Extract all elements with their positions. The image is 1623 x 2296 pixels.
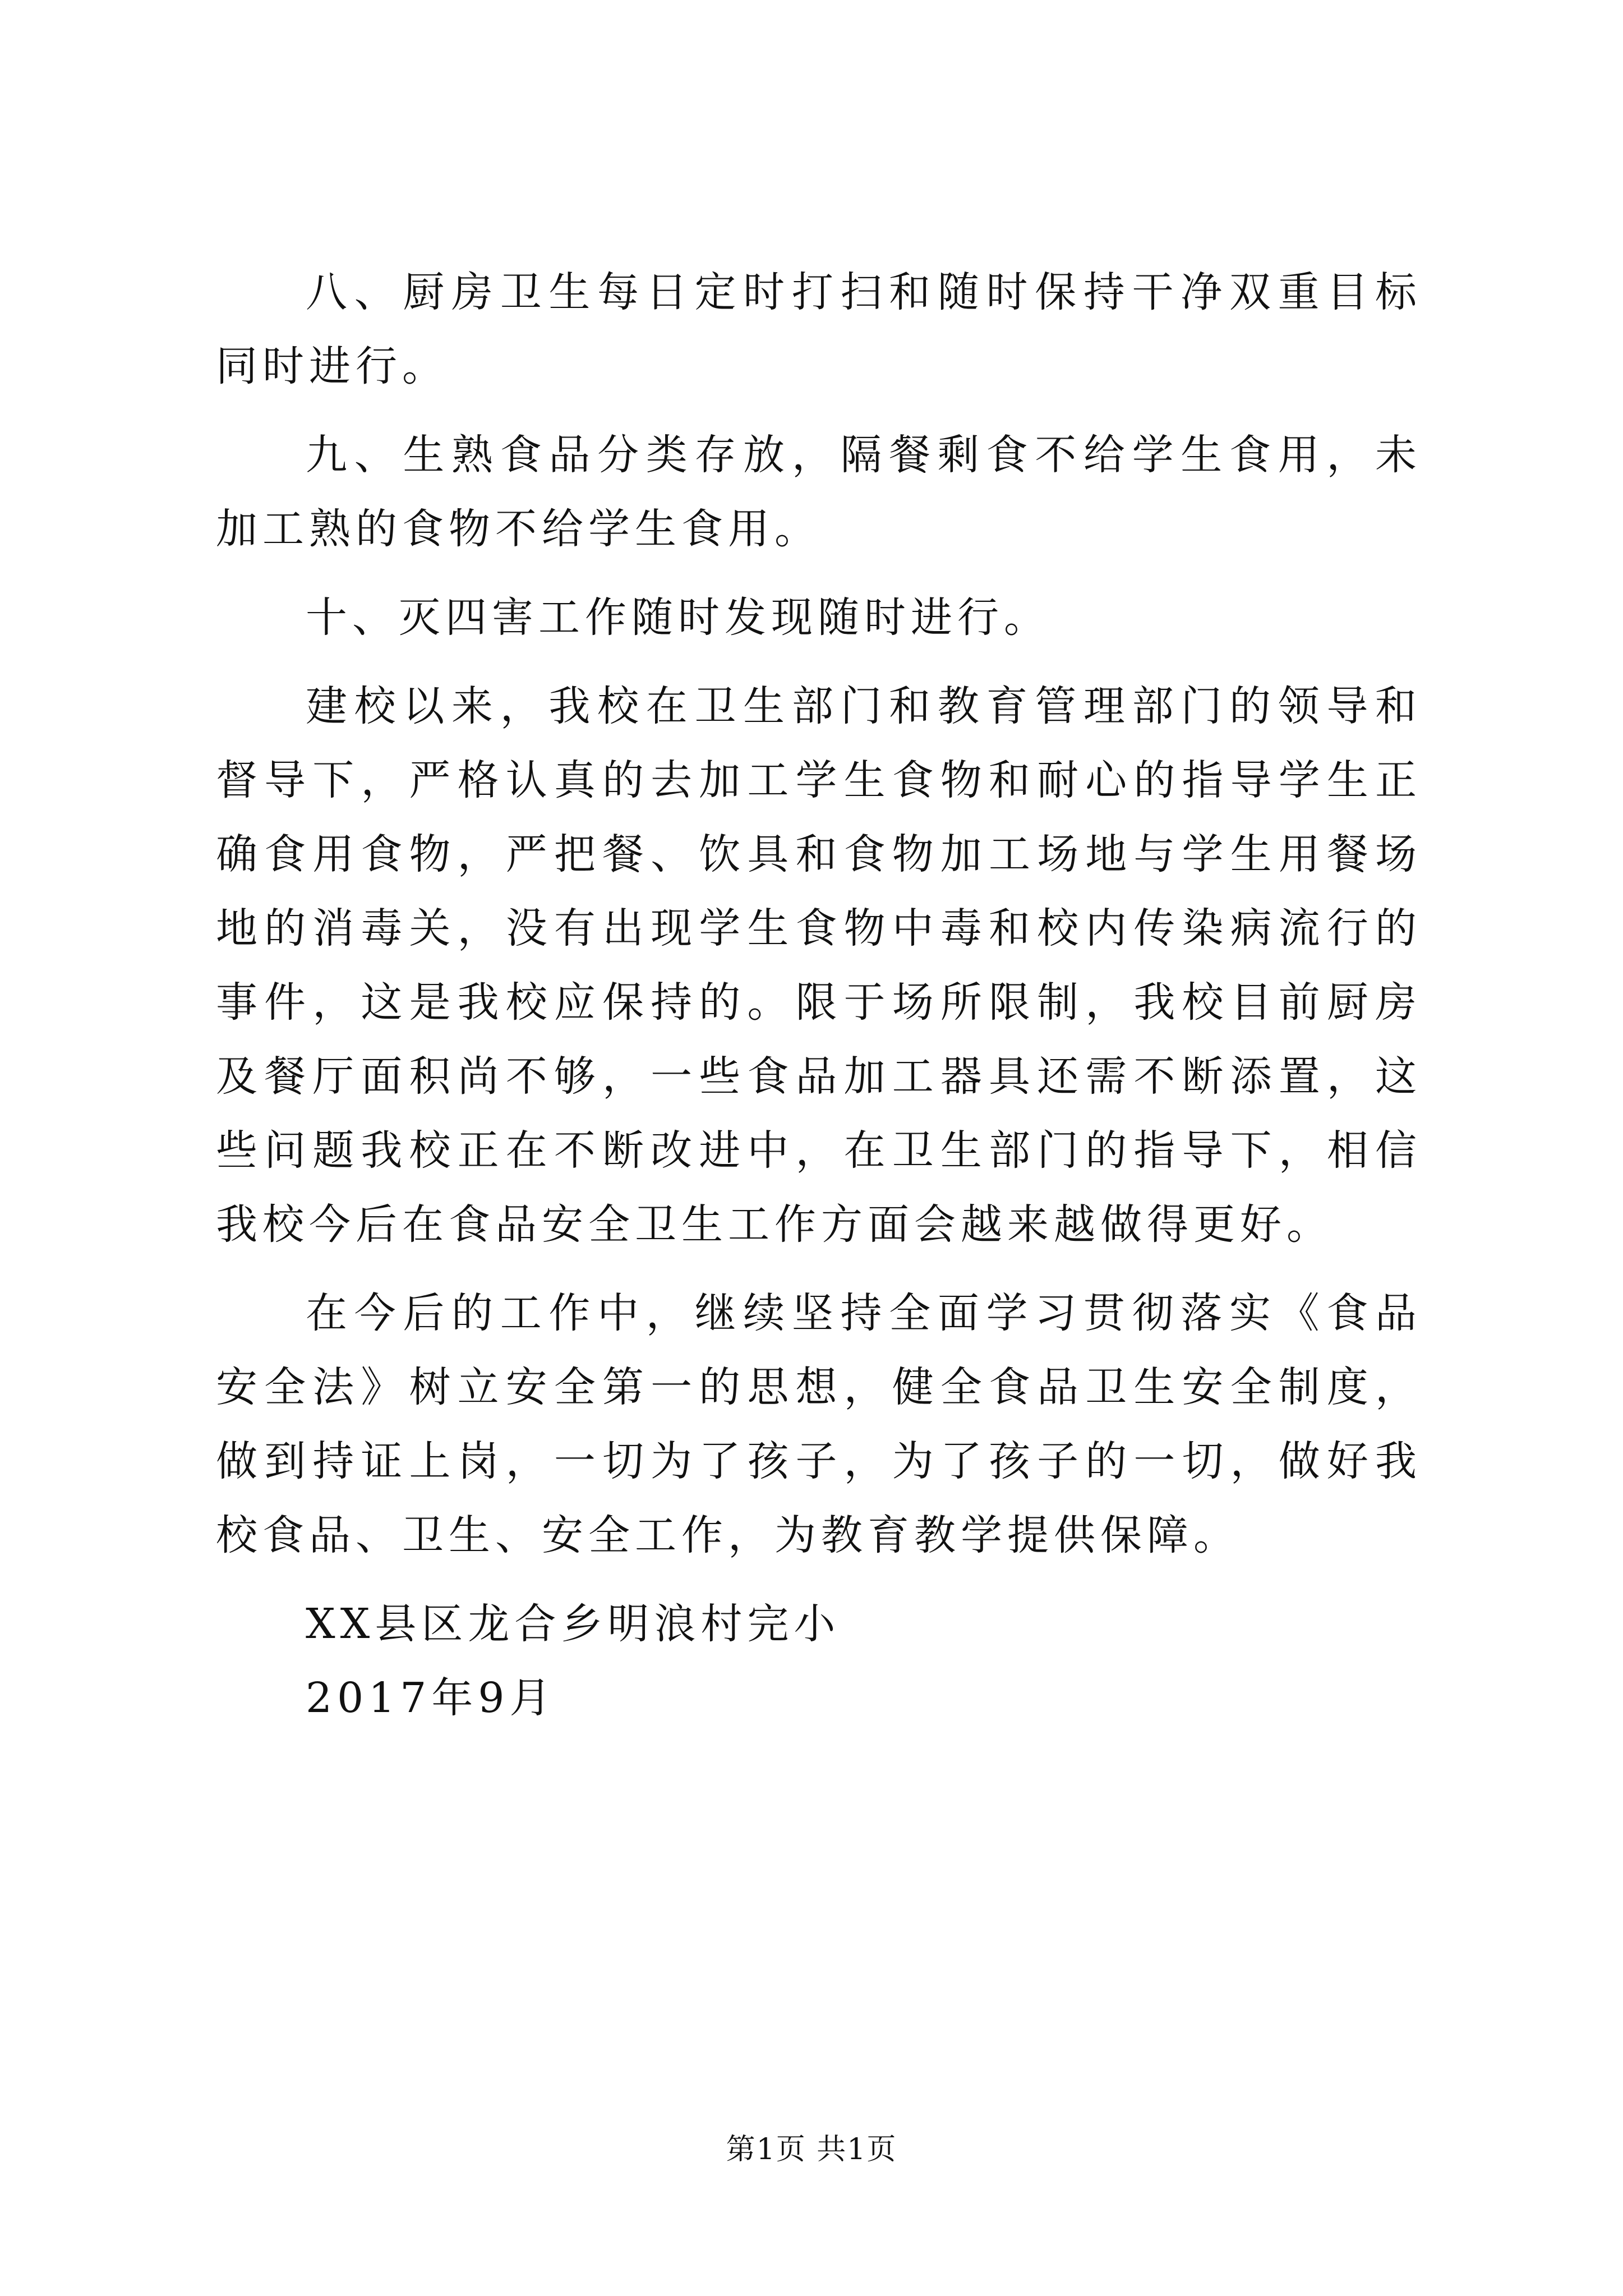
signature-date: 2017年9月	[306, 1674, 556, 1722]
paragraph-item-9: 九、生熟食品分类存放，隔餐剩食不给学生食用，未加工熟的食物不给学生食用。	[216, 431, 1422, 553]
document-body	[216, 255, 1422, 1735]
paragraph-item-10: 十、灭四害工作随时发现随时进行。	[306, 593, 1050, 642]
paragraph-summary: 建校以来，我校在卫生部门和教育管理部门的领导和督导下，严格认真的去加工学生食物和耐心的指导学生正确食用食物，严把餐、饮具和食物加工场地与学生用餐场地的消毒关，没有出现学生食物中毒和校内传染病流行的事件，这是我校应保持的。限于场所限制，我校目前厨房及餐厅面积尚不够，一些食品加工器具还需不断添置，这些问题我校正在不断改进中，在卫生部门的指导下，相信我校今后在食品安全卫生工作方面会越来越做得更好。	[216, 682, 1422, 1249]
page-footer: 第1页 共1页	[726, 2133, 897, 2166]
paragraph-future-work: 在今后的工作中，继续坚持全面学习贯彻落实《食品安全法》树立安全第一的思想，健全食品卫生安全制度，做到持证上岗，一切为了孩子，为了孩子的一切，做好我校食品、卫生、安全工作，为教育教学提供保障。	[216, 1289, 1422, 1559]
paragraph-item-8: 八、厨房卫生每日定时打扫和随时保持干净双重目标同时进行。	[216, 268, 1422, 390]
signature-organization: XX县区龙合乡明浪村完小	[306, 1600, 841, 1648]
